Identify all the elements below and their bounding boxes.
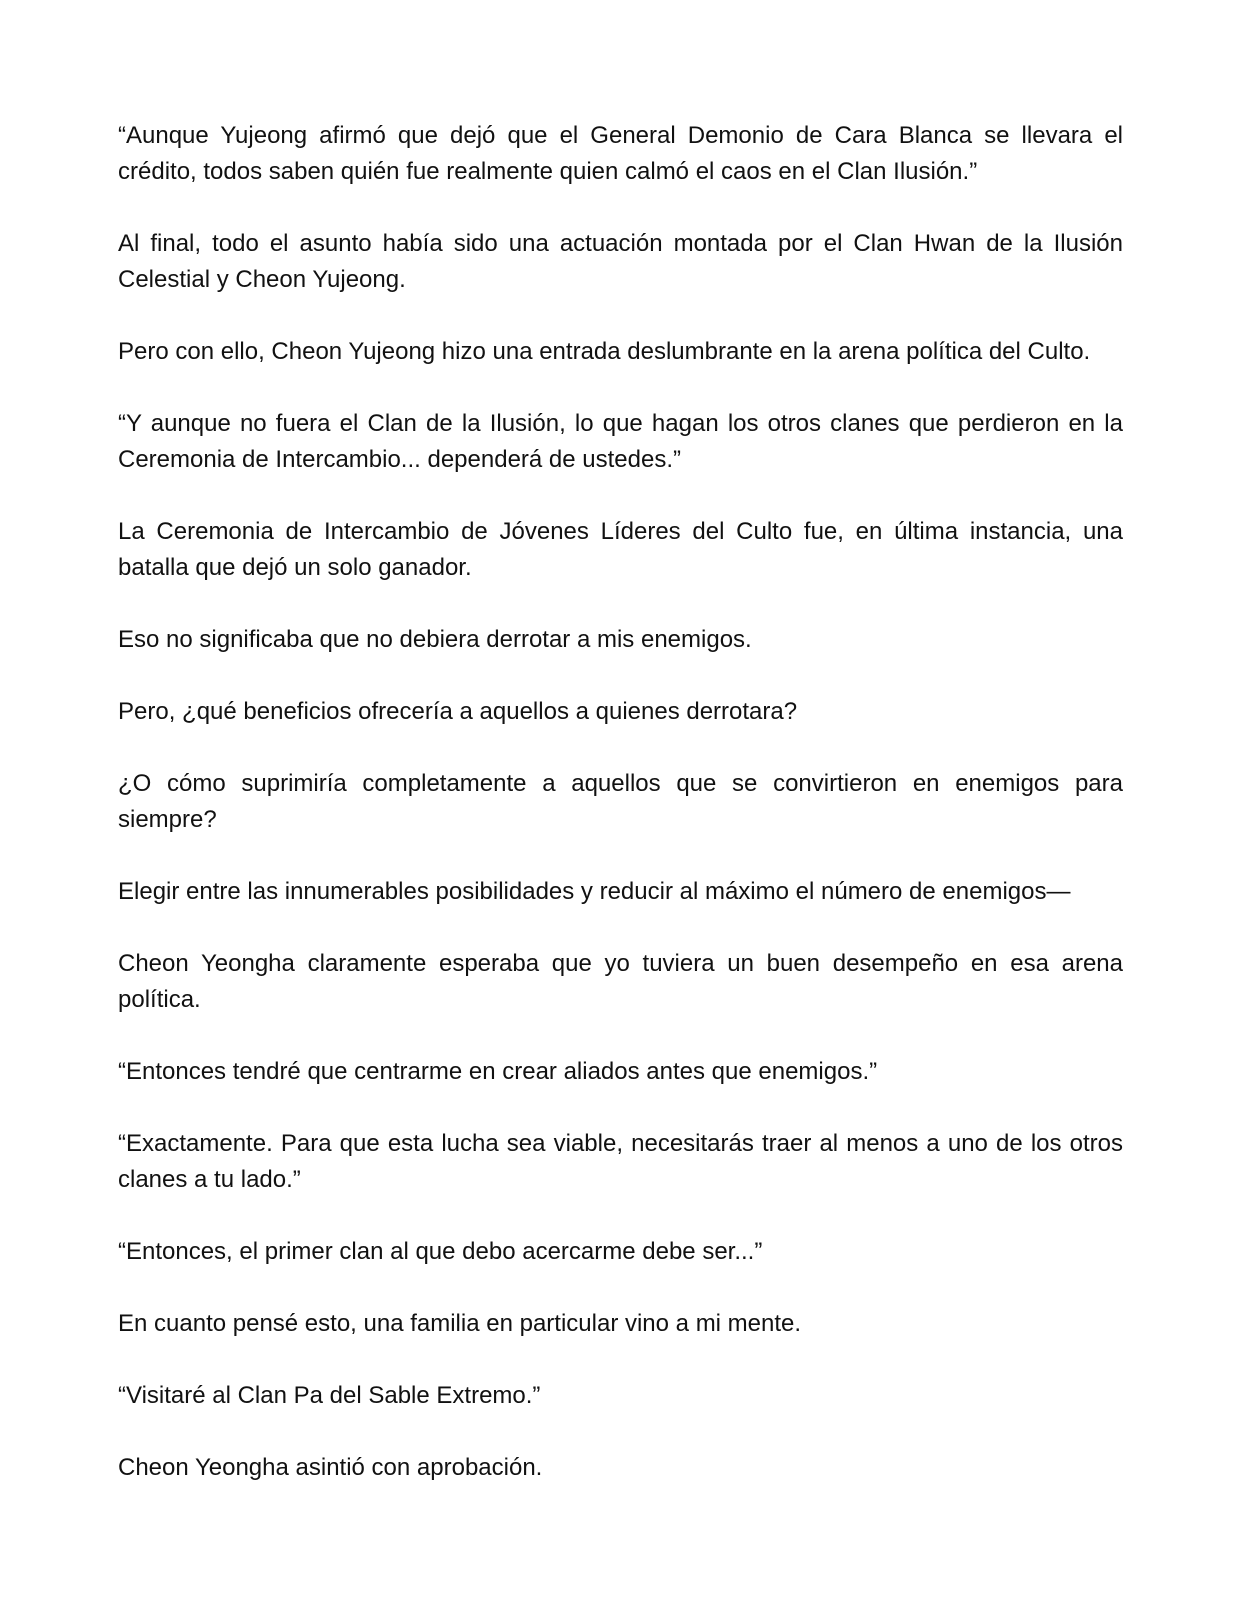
paragraph: Pero, ¿qué beneficios ofrecería a aquellos a quienes derrotara?	[118, 698, 798, 725]
paragraph: “Entonces, el primer clan al que debo acercarme debe ser...”	[118, 1238, 763, 1265]
paragraph: “Y aunque no fuera el Clan de la Ilusión, lo que hagan los otros clanes que perdieron en la Ceremonia de Intercambio... dependerá de ustedes.”	[118, 410, 1123, 473]
paragraph: ¿O cómo suprimiría completamente a aquellos que se convirtieron en enemigos para siempre?	[118, 770, 1123, 833]
paragraph: La Ceremonia de Intercambio de Jóvenes Líderes del Culto fue, en última instancia, una batalla que dejó un solo ganador.	[118, 518, 1123, 581]
paragraph: “Aunque Yujeong afirmó que dejó que el General Demonio de Cara Blanca se llevara el crédito, todos saben quién fue realmente quien calmó el caos en el Clan Ilusión.”	[118, 122, 1123, 185]
paragraph: Pero con ello, Cheon Yujeong hizo una entrada deslumbrante en la arena política del Culto.	[118, 338, 1091, 365]
paragraph: Cheon Yeongha asintió con aprobación.	[118, 1454, 543, 1481]
paragraph: En cuanto pensé esto, una familia en particular vino a mi mente.	[118, 1310, 802, 1337]
document-page	[118, 118, 1123, 1486]
paragraph: “Entonces tendré que centrarme en crear aliados antes que enemigos.”	[118, 1058, 878, 1085]
paragraph: “Visitaré al Clan Pa del Sable Extremo.”	[118, 1382, 541, 1409]
paragraph: Cheon Yeongha claramente esperaba que yo tuviera un buen desempeño en esa arena política.	[118, 950, 1123, 1013]
paragraph: Elegir entre las innumerables posibilidades y reducir al máximo el número de enemigos—	[118, 878, 1071, 905]
paragraph: Al final, todo el asunto había sido una actuación montada por el Clan Hwan de la Ilusión Celestial y Cheon Yujeong.	[118, 230, 1123, 293]
paragraph: Eso no significaba que no debiera derrotar a mis enemigos.	[118, 626, 752, 653]
paragraph: “Exactamente. Para que esta lucha sea viable, necesitarás traer al menos a uno de los otros clanes a tu lado.”	[118, 1130, 1123, 1193]
